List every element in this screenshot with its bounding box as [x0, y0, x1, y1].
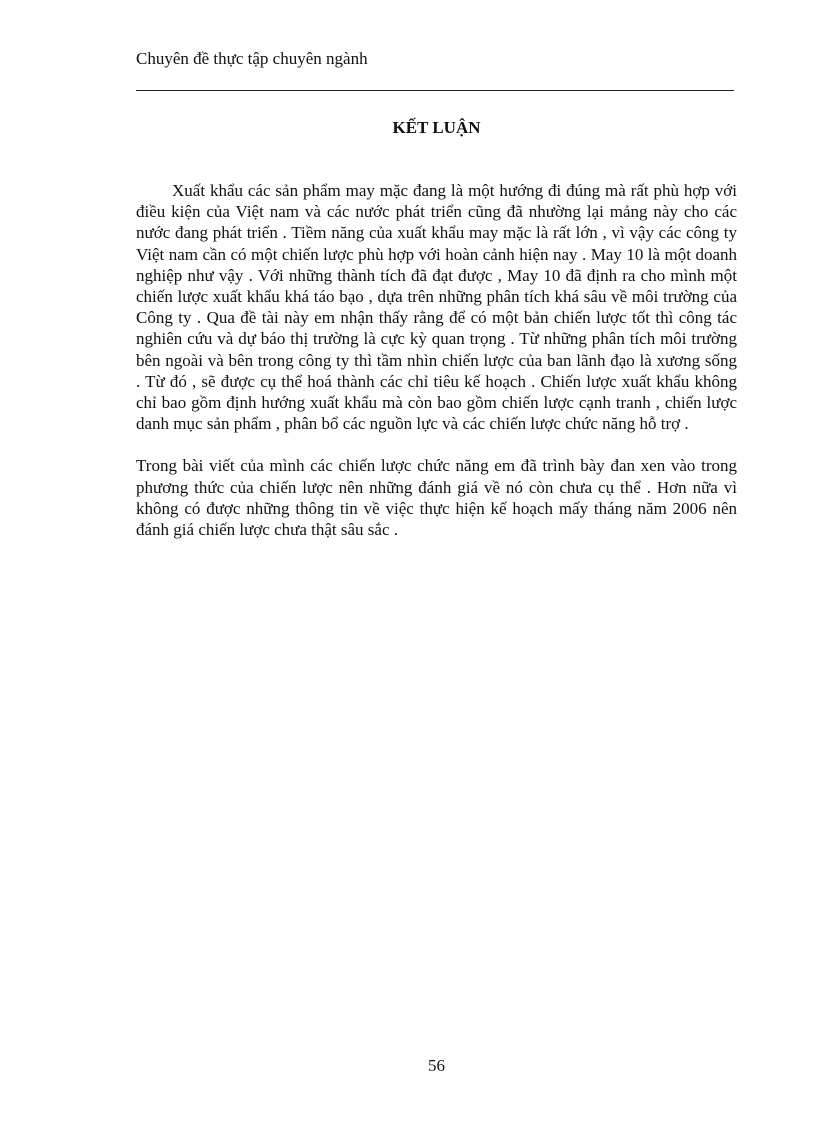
body-text	[136, 180, 737, 540]
section-title: KẾT LUẬN	[392, 118, 481, 137]
header-divider	[136, 90, 734, 91]
paragraph-1: Xuất khẩu các sản phẩm may mặc đang là một hướng đi đúng mà rất phù hợp với điều kiện của Việt nam và các nước phát triển cũng đã nhường lại mảng này cho các nước đang phát triển . Tiềm năng của xuất khẩu may mặc là rất lớn , vì vậy các công ty Việt nam cần có một chiến lược phù hợp với hoàn cảnh hiện nay . May 10 là một doanh nghiệp như vậy . Với những thành tích đã đạt được , May 10 đã định ra cho mình một chiến lược xuất khẩu khá táo bạo , dựa trên những phân tích khá sâu về môi trường của Công ty . Qua đề tài này em nhận thấy rằng để có một bản chiến lược tốt thì công tác nghiên cứu và dự báo thị trường là cực kỳ quan trọng . Từ những phân tích môi trường bên ngoài và bên trong công ty thì tầm nhìn chiến lược của ban lãnh đạo là xương sống . Từ đó , sẽ được cụ thể hoá thành các chỉ tiêu kế hoạch . Chiến lược xuất khẩu không chỉ bao gồm định hướng xuất khẩu mà còn bao gồm chiến lược cạnh tranh , chiến lược danh mục sản phẩm , phân bổ các nguồn lực và các chiến lược chức năng hỗ trợ .	[136, 181, 737, 434]
running-header: Chuyên đề thực tập chuyên ngành	[136, 49, 368, 68]
page-number: 56	[428, 1056, 445, 1075]
paragraph-2: Trong bài viết của mình các chiến lược chức năng em đã trình bày đan xen vào trong phương thức của chiến lược nên những đánh giá về nó còn chưa cụ thể . Hơn nữa vì không có được những thông tin về việc thực hiện kế hoạch mấy tháng năm 2006 nên đánh giá chiến lược chưa thật sâu sắc .	[136, 456, 737, 540]
